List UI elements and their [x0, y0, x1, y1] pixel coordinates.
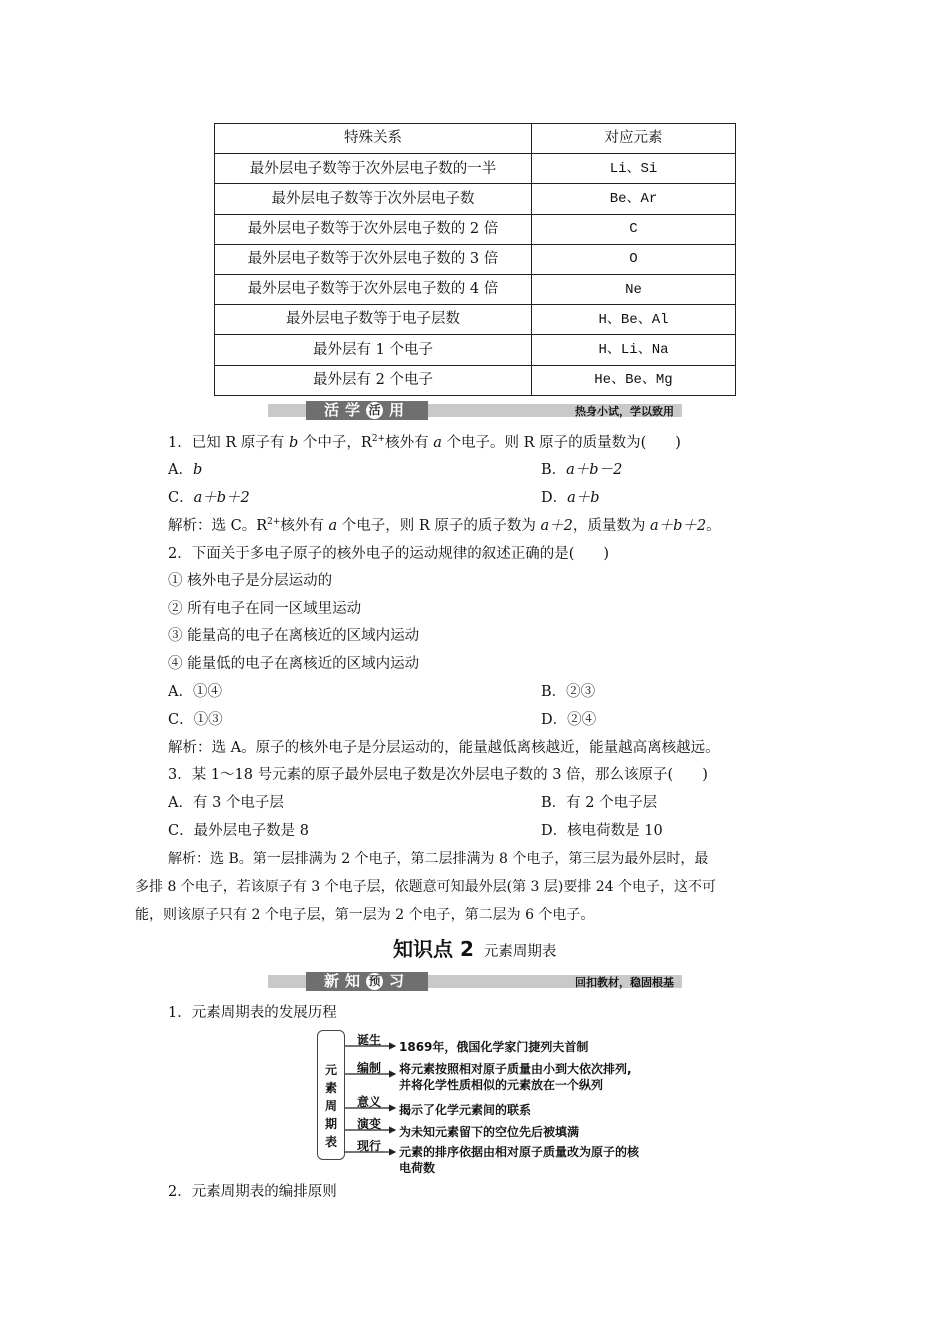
box-char: 元 — [324, 1063, 337, 1077]
var-a: a — [328, 518, 338, 534]
q1-analysis — [168, 517, 721, 535]
banner-tag-text: 用 — [389, 401, 411, 419]
q1-option-a — [168, 461, 202, 479]
table-cell: 最外层电子数等于电子层数 — [215, 305, 532, 335]
option-label: A． — [168, 462, 193, 478]
table-cell: Be、Ar — [532, 184, 736, 214]
table-row — [215, 274, 736, 304]
q3-option-c: C．最外层电子数是 8 — [168, 823, 309, 839]
q1-option-d — [541, 489, 600, 507]
knowledge-point-subtitle: 元素周期表 — [483, 944, 557, 960]
table-cell: C — [532, 214, 736, 244]
knowledge-point-title: 知识点 2 — [393, 937, 474, 961]
branch-label: 现行 — [357, 1139, 382, 1153]
banner-circle-char: 活 — [366, 402, 383, 419]
knowledge-point-heading — [393, 933, 556, 962]
banner-subtitle: 热身小试，学以致用 — [575, 405, 674, 418]
question-3-stem: 3．某 1～18 号元素的原子最外层电子数是次外层电子数的 3 倍，那么该原子( ) — [168, 767, 708, 783]
branch-label: 意义 — [357, 1095, 382, 1109]
q2-option-a: A．①④ — [168, 684, 222, 700]
branch-label: 诞生 — [357, 1033, 382, 1047]
option-text: b — [192, 462, 203, 478]
table-row — [215, 184, 736, 214]
banner-tag-text: 新知 — [323, 972, 366, 990]
table-row — [215, 244, 736, 274]
table-cell: 最外层电子数等于次外层电子数的 3 倍 — [215, 244, 532, 274]
q2-option-c: C．①③ — [168, 712, 223, 728]
table-row — [215, 305, 736, 335]
text: 核外有 — [385, 435, 434, 451]
branch-text: 1869年，俄国化学家门捷列夫首制 — [399, 1040, 589, 1054]
q3-analysis-line: 能，则该原子只有 2 个电子层，第一层为 2 个电子，第二层为 6 个电子。 — [135, 907, 595, 923]
branch-text: 为未知元素留下的空位先后被填满 — [399, 1125, 580, 1139]
electron-relation-table — [214, 123, 736, 396]
text: 解析：选 C。R — [168, 518, 268, 534]
q3-option-d: D．核电荷数是 10 — [541, 823, 663, 839]
text: 个电子。则 R 原子的质量数为( ) — [441, 435, 681, 451]
expr: a＋2 — [540, 518, 573, 534]
table-cell: 最外层电子数等于次外层电子数的 2 倍 — [215, 214, 532, 244]
box-char: 素 — [324, 1081, 337, 1095]
banner-subtitle: 回扣教材，稳固根基 — [575, 976, 674, 989]
text: 个中子，R — [298, 435, 372, 451]
q2-option-d: D．②④ — [541, 712, 597, 728]
text: 。 — [706, 518, 721, 534]
table-cell: 最外层电子数等于次外层电子数的一半 — [215, 154, 532, 184]
periodic-table-box — [317, 1030, 345, 1160]
option-text: a＋b — [567, 490, 600, 506]
section-banner-practice — [268, 401, 682, 420]
table-header-row — [215, 124, 736, 154]
option-label: B． — [541, 462, 567, 478]
superscript: 2+ — [371, 434, 386, 444]
expr: a＋b＋2 — [650, 518, 707, 534]
option-text: a＋b＋2 — [193, 490, 250, 506]
branch-text: 元素的排序依据由相对原子质量改为原子的核 — [399, 1145, 640, 1159]
text: 核外有 — [280, 518, 329, 534]
box-char: 周 — [324, 1099, 337, 1113]
table-cell: He、Be、Mg — [532, 365, 736, 395]
text: 1．已知 R 原子有 — [168, 435, 289, 451]
q3-option-a: A．有 3 个电子层 — [168, 795, 284, 811]
q1-option-b — [541, 461, 622, 479]
branch-text: 将元素按照相对原子质量由小到大依次排列, — [399, 1062, 632, 1076]
table-header: 对应元素 — [532, 124, 736, 154]
table-cell: 最外层有 2 个电子 — [215, 365, 532, 395]
option-text: a＋b－2 — [566, 462, 623, 478]
table-cell: 最外层有 1 个电子 — [215, 335, 532, 365]
banner-tag — [306, 401, 428, 420]
branch-text: 电荷数 — [399, 1161, 436, 1175]
q1-option-c — [168, 489, 250, 507]
table-cell: H、Be、Al — [532, 305, 736, 335]
box-char: 期 — [324, 1117, 337, 1131]
q3-option-b: B．有 2 个电子层 — [541, 795, 658, 811]
banner-tag — [306, 972, 428, 991]
option-label: C． — [168, 490, 194, 506]
question-1-stem — [168, 434, 681, 452]
q2-analysis: 解析：选 A。原子的核外电子是分层运动的，能量越低离核越近，能量越高离核越远。 — [168, 740, 720, 756]
option-label: D． — [541, 490, 568, 506]
table-cell: O — [532, 244, 736, 274]
q2-item: ③ 能量高的电子在离核近的区域内运动 — [168, 628, 420, 644]
branch-label: 演变 — [357, 1117, 382, 1131]
q3-analysis-line: 解析：选 B。第一层排满为 2 个电子，第二层排满为 8 个电子，第三层为最外层时，最 — [168, 851, 709, 867]
q2-item: ④ 能量低的电子在离核近的区域内运动 — [168, 656, 420, 672]
branch-label: 编制 — [357, 1061, 382, 1075]
text: 个电子，则 R 原子的质子数为 — [337, 518, 541, 534]
box-char: 表 — [324, 1135, 337, 1149]
table-row — [215, 365, 736, 395]
q2-item: ① 核外电子是分层运动的 — [168, 573, 333, 589]
branch-text: 并将化学性质相似的元素放在一个纵列 — [399, 1078, 604, 1092]
var-b: b — [288, 435, 299, 451]
table-row — [215, 214, 736, 244]
text: ，质量数为 — [572, 518, 651, 534]
table-cell: 最外层电子数等于次外层电子数的 4 倍 — [215, 274, 532, 304]
table-row — [215, 154, 736, 184]
branch-text: 揭示了化学元素间的联系 — [399, 1103, 532, 1117]
table-cell: Li、Si — [532, 154, 736, 184]
q2-item: ② 所有电子在同一区域里运动 — [168, 601, 362, 617]
banner-tag-text: 习 — [389, 972, 411, 990]
table-cell: 最外层电子数等于次外层电子数 — [215, 184, 532, 214]
section-banner-preview — [268, 972, 682, 991]
q3-analysis-line: 多排 8 个电子，若该原子有 3 个电子层，依题意可知最外层(第 3 层)要排 24 个电子，这不可 — [135, 879, 717, 895]
superscript: 2+ — [267, 517, 281, 527]
table-cell: Ne — [532, 274, 736, 304]
table-header: 特殊关系 — [215, 124, 532, 154]
var-a: a — [433, 435, 442, 451]
section-heading: 1．元素周期表的发展历程 — [168, 1005, 337, 1021]
section-heading: 2．元素周期表的编排原则 — [168, 1184, 337, 1200]
question-2-stem: 2．下面关于多电子原子的核外电子的运动规律的叙述正确的是( ) — [168, 546, 610, 562]
banner-circle-char: 预 — [366, 973, 383, 990]
banner-tag-text: 活学 — [323, 401, 366, 419]
q2-option-b: B．②③ — [541, 684, 596, 700]
table-row — [215, 335, 736, 365]
table-cell: H、Li、Na — [532, 335, 736, 365]
